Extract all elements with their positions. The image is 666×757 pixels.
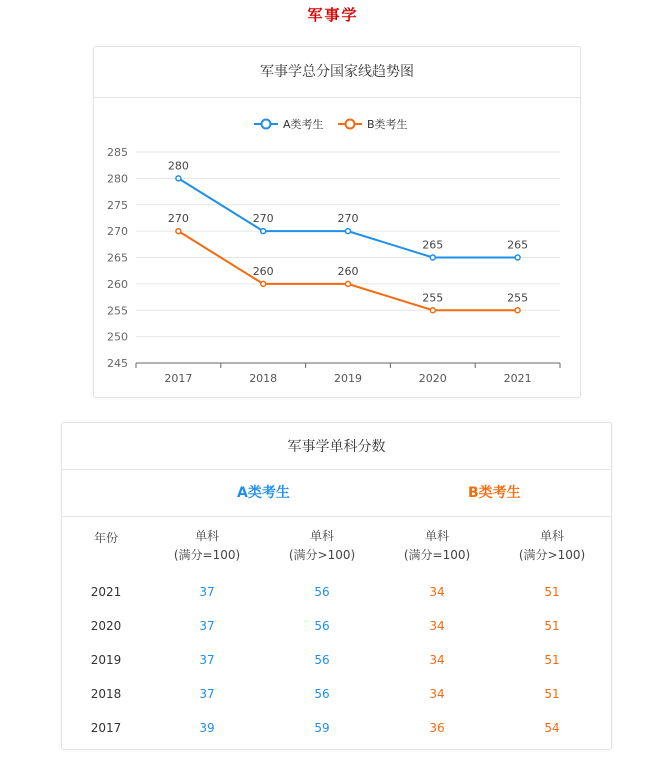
year-cell: 2017 <box>90 721 122 735</box>
y-tick-label: 270 <box>107 225 128 239</box>
page-title: 军事学 <box>307 6 359 24</box>
header-sub: (满分=100) <box>173 548 241 562</box>
y-tick-label: 275 <box>107 198 128 212</box>
year-cell: 2020 <box>90 619 122 633</box>
a-score-100-cell: 37 <box>199 687 215 701</box>
header-label: 单科 <box>309 529 334 543</box>
data-label: 270 <box>337 212 359 226</box>
data-point <box>346 281 351 286</box>
group-a-label: A类考生 <box>237 485 290 501</box>
data-label: 255 <box>422 291 444 305</box>
header-label: 单科 <box>194 529 219 543</box>
score-table-card <box>61 422 612 750</box>
a-score-over-100-cell: 56 <box>314 585 330 599</box>
year-cell: 2018 <box>90 687 122 701</box>
a-score-100-cell: 37 <box>199 653 215 667</box>
legend-label-1: A类考生 <box>283 118 324 131</box>
legend-marker-1 <box>262 120 271 129</box>
x-tick-label: 2021 <box>503 372 532 385</box>
data-point <box>515 308 520 313</box>
data-label: 265 <box>507 238 529 252</box>
y-tick-label: 255 <box>107 304 128 318</box>
data-label: 265 <box>422 238 444 252</box>
data-label: 280 <box>167 159 189 173</box>
data-label: 270 <box>252 212 274 226</box>
header-sub: (满分>100) <box>288 548 356 562</box>
header-year: 年份 <box>93 531 118 545</box>
a-score-over-100-cell: 56 <box>314 619 330 633</box>
header-label: 单科 <box>539 529 564 543</box>
line-chart <box>94 47 580 397</box>
header-sub: (满分>100) <box>518 548 586 562</box>
y-tick-label: 250 <box>107 330 128 344</box>
legend-label-2: B类考生 <box>367 118 408 131</box>
x-tick-label: 2020 <box>418 372 447 385</box>
chart-card <box>93 46 581 398</box>
data-label: 255 <box>507 291 529 305</box>
data-point <box>176 176 181 181</box>
group-b-label: B类考生 <box>468 485 521 501</box>
a-score-100-cell: 39 <box>199 721 215 735</box>
x-tick-label: 2018 <box>249 372 278 385</box>
data-label: 260 <box>252 264 274 278</box>
data-label: 260 <box>337 264 359 278</box>
data-point <box>261 229 266 234</box>
data-point <box>515 255 520 260</box>
header-a-single-over-100 <box>267 527 377 565</box>
group-header-row <box>62 470 611 517</box>
header-b-single-over-100 <box>497 527 607 565</box>
header-a-single-100 <box>152 527 262 565</box>
chart-title: 军事学总分国家线趋势图 <box>94 47 580 98</box>
b-score-over-100-cell: 51 <box>544 687 560 701</box>
b-score-100-cell: 36 <box>429 721 445 735</box>
header-label: 单科 <box>424 529 449 543</box>
b-score-over-100-cell: 51 <box>544 585 560 599</box>
y-tick-label: 280 <box>107 172 128 186</box>
data-point <box>346 229 351 234</box>
data-point <box>430 255 435 260</box>
b-score-100-cell: 34 <box>429 619 445 633</box>
b-score-over-100-cell: 51 <box>544 619 560 633</box>
a-score-over-100-cell: 56 <box>314 687 330 701</box>
y-tick-label: 260 <box>107 277 128 291</box>
b-score-over-100-cell: 51 <box>544 653 560 667</box>
b-score-100-cell: 34 <box>429 585 445 599</box>
legend-marker-2 <box>346 120 355 129</box>
x-tick-label: 2017 <box>164 372 193 385</box>
x-tick-label: 2019 <box>334 372 362 385</box>
y-tick-label: 245 <box>107 357 128 370</box>
y-tick-label: 265 <box>107 251 128 265</box>
y-tick-label: 285 <box>107 146 128 159</box>
data-point <box>261 281 266 286</box>
header-b-single-100 <box>382 527 492 565</box>
a-score-over-100-cell: 59 <box>314 721 330 735</box>
year-cell: 2019 <box>90 653 122 667</box>
header-sub: (满分=100) <box>403 548 471 562</box>
b-score-100-cell: 34 <box>429 687 445 701</box>
data-label: 270 <box>167 212 189 226</box>
year-cell: 2021 <box>90 585 122 599</box>
data-point <box>176 229 181 234</box>
a-score-over-100-cell: 56 <box>314 653 330 667</box>
b-score-over-100-cell: 54 <box>544 721 560 735</box>
b-score-100-cell: 34 <box>429 653 445 667</box>
data-point <box>430 308 435 313</box>
table-title: 军事学单科分数 <box>62 423 611 470</box>
a-score-100-cell: 37 <box>199 619 215 633</box>
a-score-100-cell: 37 <box>199 585 215 599</box>
